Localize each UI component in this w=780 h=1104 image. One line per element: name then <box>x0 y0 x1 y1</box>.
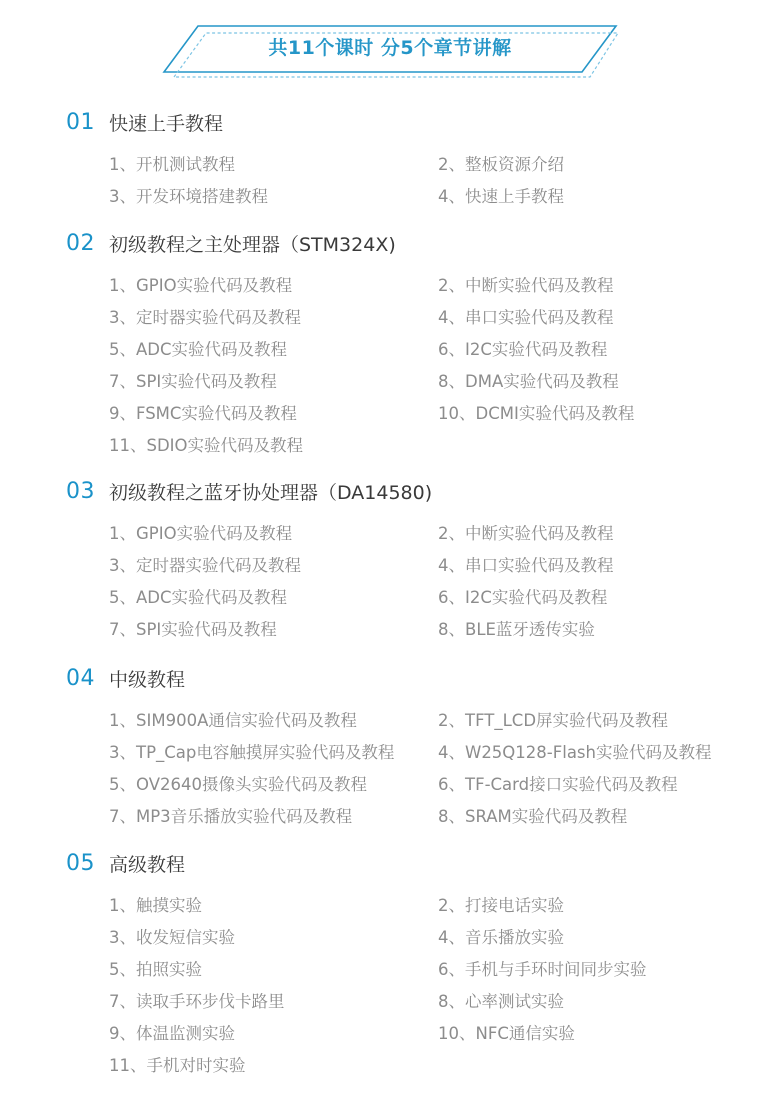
lesson-item: 7、SPI实验代码及教程 <box>109 620 277 639</box>
lesson-item: 8、心率测试实验 <box>438 992 564 1011</box>
lesson-item: 11、SDIO实验代码及教程 <box>109 436 304 455</box>
lesson-row <box>109 612 769 644</box>
lesson-item: 1、SIM900A通信实验代码及教程 <box>109 711 357 730</box>
lesson-row <box>109 767 769 799</box>
chapter-number: 01 <box>66 109 95 135</box>
lesson-row <box>109 1048 769 1080</box>
lesson-item: 7、读取手环步伐卡路里 <box>109 992 285 1011</box>
lesson-item: 3、开发环境搭建教程 <box>109 187 268 206</box>
lesson-item: 4、W25Q128-Flash实验代码及教程 <box>438 743 712 762</box>
lesson-item: 11、手机对时实验 <box>109 1056 246 1075</box>
lesson-row <box>109 300 769 332</box>
lesson-item: 4、快速上手教程 <box>438 187 564 206</box>
lesson-row <box>109 1016 769 1048</box>
lesson-row <box>109 580 769 612</box>
lesson-item: 2、整板资源介绍 <box>438 155 564 174</box>
lesson-item: 4、串口实验代码及教程 <box>438 308 614 327</box>
lesson-item: 6、I2C实验代码及教程 <box>438 340 608 359</box>
lesson-item: 9、FSMC实验代码及教程 <box>109 404 297 423</box>
lesson-row <box>109 548 769 580</box>
chapter-heading <box>66 663 185 693</box>
lesson-item: 4、音乐播放实验 <box>438 928 564 947</box>
chapter-number: 03 <box>66 478 95 504</box>
lesson-item: 7、SPI实验代码及教程 <box>109 372 277 391</box>
lesson-item: 9、体温监测实验 <box>109 1024 235 1043</box>
lesson-row <box>109 799 769 831</box>
chapter-number: 02 <box>66 230 95 256</box>
chapter-heading <box>66 476 432 506</box>
lesson-row <box>109 516 769 548</box>
lesson-item: 5、OV2640摄像头实验代码及教程 <box>109 775 367 794</box>
chapter-heading <box>66 107 223 137</box>
lesson-item: 3、TP_Cap电容触摸屏实验代码及教程 <box>109 743 395 762</box>
lesson-item: 5、ADC实验代码及教程 <box>109 340 288 359</box>
lesson-row <box>109 268 769 300</box>
lesson-item: 1、触摸实验 <box>109 896 202 915</box>
lesson-item: 8、SRAM实验代码及教程 <box>438 807 628 826</box>
lesson-item: 8、DMA实验代码及教程 <box>438 372 619 391</box>
chapter-title: 中级教程 <box>109 668 186 691</box>
lesson-list <box>109 147 769 211</box>
lesson-item: 1、GPIO实验代码及教程 <box>109 276 293 295</box>
lesson-row <box>109 396 769 428</box>
lesson-item: 6、TF-Card接口实验代码及教程 <box>438 775 678 794</box>
lesson-item: 10、DCMI实验代码及教程 <box>438 404 635 423</box>
lesson-row <box>109 147 769 179</box>
lesson-row <box>109 179 769 211</box>
lesson-row <box>109 888 769 920</box>
lesson-list <box>109 703 769 831</box>
lesson-item: 10、NFC通信实验 <box>438 1024 575 1043</box>
lesson-row <box>109 952 769 984</box>
chapter-number: 04 <box>66 665 95 691</box>
lesson-item: 5、ADC实验代码及教程 <box>109 588 288 607</box>
chapter-number: 05 <box>66 850 95 876</box>
header-banner <box>160 22 620 78</box>
chapter-heading <box>66 848 185 878</box>
lesson-item: 1、GPIO实验代码及教程 <box>109 524 293 543</box>
lesson-item: 2、中断实验代码及教程 <box>438 276 614 295</box>
lesson-item: 6、I2C实验代码及教程 <box>438 588 608 607</box>
lesson-row <box>109 364 769 396</box>
lesson-item: 2、打接电话实验 <box>438 896 564 915</box>
chapter-heading <box>66 228 396 258</box>
lesson-item: 2、中断实验代码及教程 <box>438 524 614 543</box>
lesson-item: 3、收发短信实验 <box>109 928 235 947</box>
lesson-row <box>109 735 769 767</box>
lesson-item: 1、开机测试教程 <box>109 155 235 174</box>
lesson-row <box>109 703 769 735</box>
lesson-item: 4、串口实验代码及教程 <box>438 556 614 575</box>
lesson-item: 8、BLE蓝牙透传实验 <box>438 620 595 639</box>
lesson-row <box>109 332 769 364</box>
lesson-item: 2、TFT_LCD屏实验代码及教程 <box>438 711 669 730</box>
lesson-item: 6、手机与手环时间同步实验 <box>438 960 647 979</box>
lesson-item: 3、定时器实验代码及教程 <box>109 556 301 575</box>
lesson-list <box>109 268 769 460</box>
chapter-title: 快速上手教程 <box>109 112 224 135</box>
lesson-row <box>109 428 769 460</box>
lesson-row <box>109 920 769 952</box>
lesson-list <box>109 888 769 1080</box>
banner-title: 共11个课时 分5个章节讲解 <box>268 36 512 59</box>
chapter-title: 初级教程之主处理器（STM324X) <box>109 233 396 256</box>
lesson-item: 5、拍照实验 <box>109 960 202 979</box>
lesson-list <box>109 516 769 644</box>
chapter-title: 高级教程 <box>109 853 186 876</box>
lesson-row <box>109 984 769 1016</box>
lesson-item: 7、MP3音乐播放实验代码及教程 <box>109 807 353 826</box>
lesson-item: 3、定时器实验代码及教程 <box>109 308 301 327</box>
chapter-title: 初级教程之蓝牙协处理器（DA14580) <box>109 481 433 504</box>
